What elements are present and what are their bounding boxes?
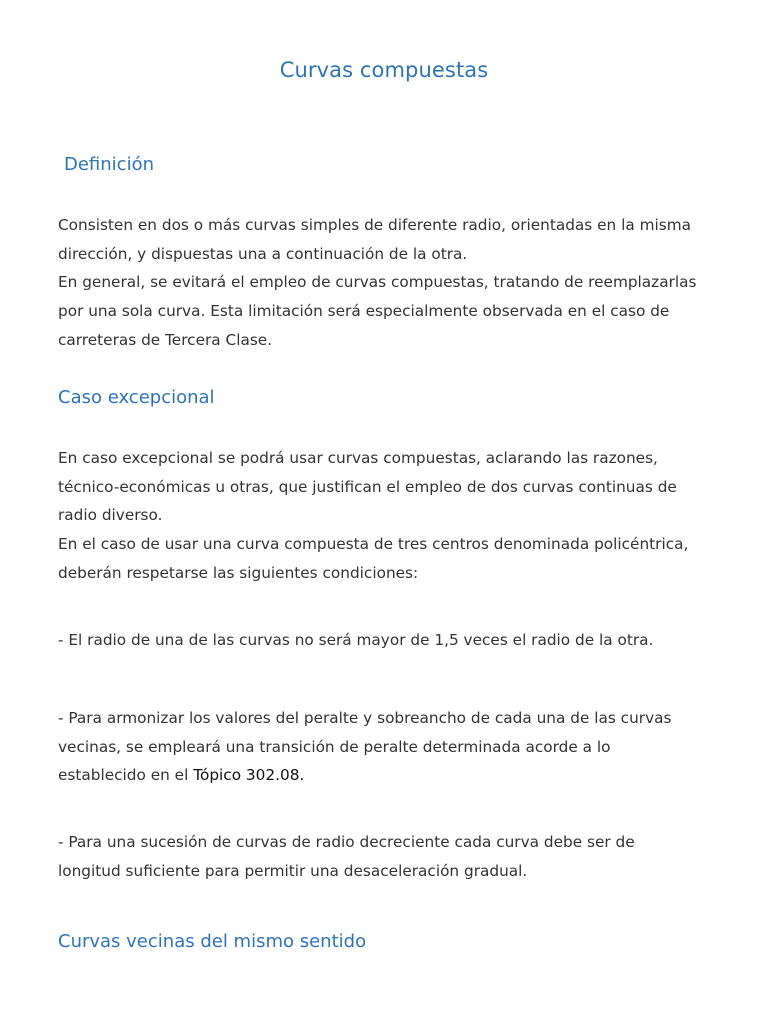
condition-sucesion	[58, 828, 718, 885]
heading-curvas-vecinas: Curvas vecinas del mismo sentido	[58, 931, 367, 952]
text-line: deberán respetarse las siguientes condiciones:	[58, 563, 419, 582]
text-line: longitud suficiente para permitir una desaceleración gradual.	[58, 861, 528, 880]
text-line-with-link	[58, 761, 718, 790]
paragraph-caso-excepcional	[58, 444, 718, 588]
text-line: - Para armonizar los valores del peralte y sobreancho de cada una de las curvas	[58, 709, 672, 727]
text-line: En caso excepcional se podrá usar curvas compuestas, aclarando las razones,	[58, 449, 658, 467]
paragraph-definicion	[58, 211, 718, 355]
text-line: - Para una sucesión de curvas de radio decreciente cada curva debe ser de	[58, 833, 635, 851]
text-line: carreteras de Tercera Clase.	[58, 330, 273, 349]
text-line: Consisten en dos o más curvas simples de diferente radio, orientadas en la misma	[58, 216, 691, 234]
condition-radio	[58, 626, 718, 655]
text-line: En general, se evitará el empleo de curvas compuestas, tratando de reemplazarlas	[58, 273, 697, 292]
heading-caso-excepcional: Caso excepcional	[58, 387, 215, 408]
text-line: técnico-económicas u otras, que justifican el empleo de dos curvas continuas de	[58, 477, 677, 496]
text-line: dirección, y dispuestas una a continuación de la otra.	[58, 244, 468, 263]
text-line: radio diverso.	[58, 506, 163, 525]
text-line: - El radio de una de las curvas no será mayor de 1,5 veces el radio de la otra.	[58, 631, 654, 649]
text-fragment: establecido en el	[58, 766, 194, 785]
condition-peralte	[58, 704, 718, 790]
text-line: En el caso de usar una curva compuesta de tres centros denominada policéntrica,	[58, 535, 689, 554]
heading-definicion: Definición	[64, 154, 154, 175]
document-title: Curvas compuestas	[279, 58, 489, 82]
text-line: vecinas, se empleará una transición de peralte determinada acorde a lo	[58, 737, 611, 756]
topico-302-08-link[interactable]: Tópico 302.08.	[193, 766, 305, 785]
text-line: por una sola curva. Esta limitación será especialmente observada en el caso de	[58, 302, 670, 321]
